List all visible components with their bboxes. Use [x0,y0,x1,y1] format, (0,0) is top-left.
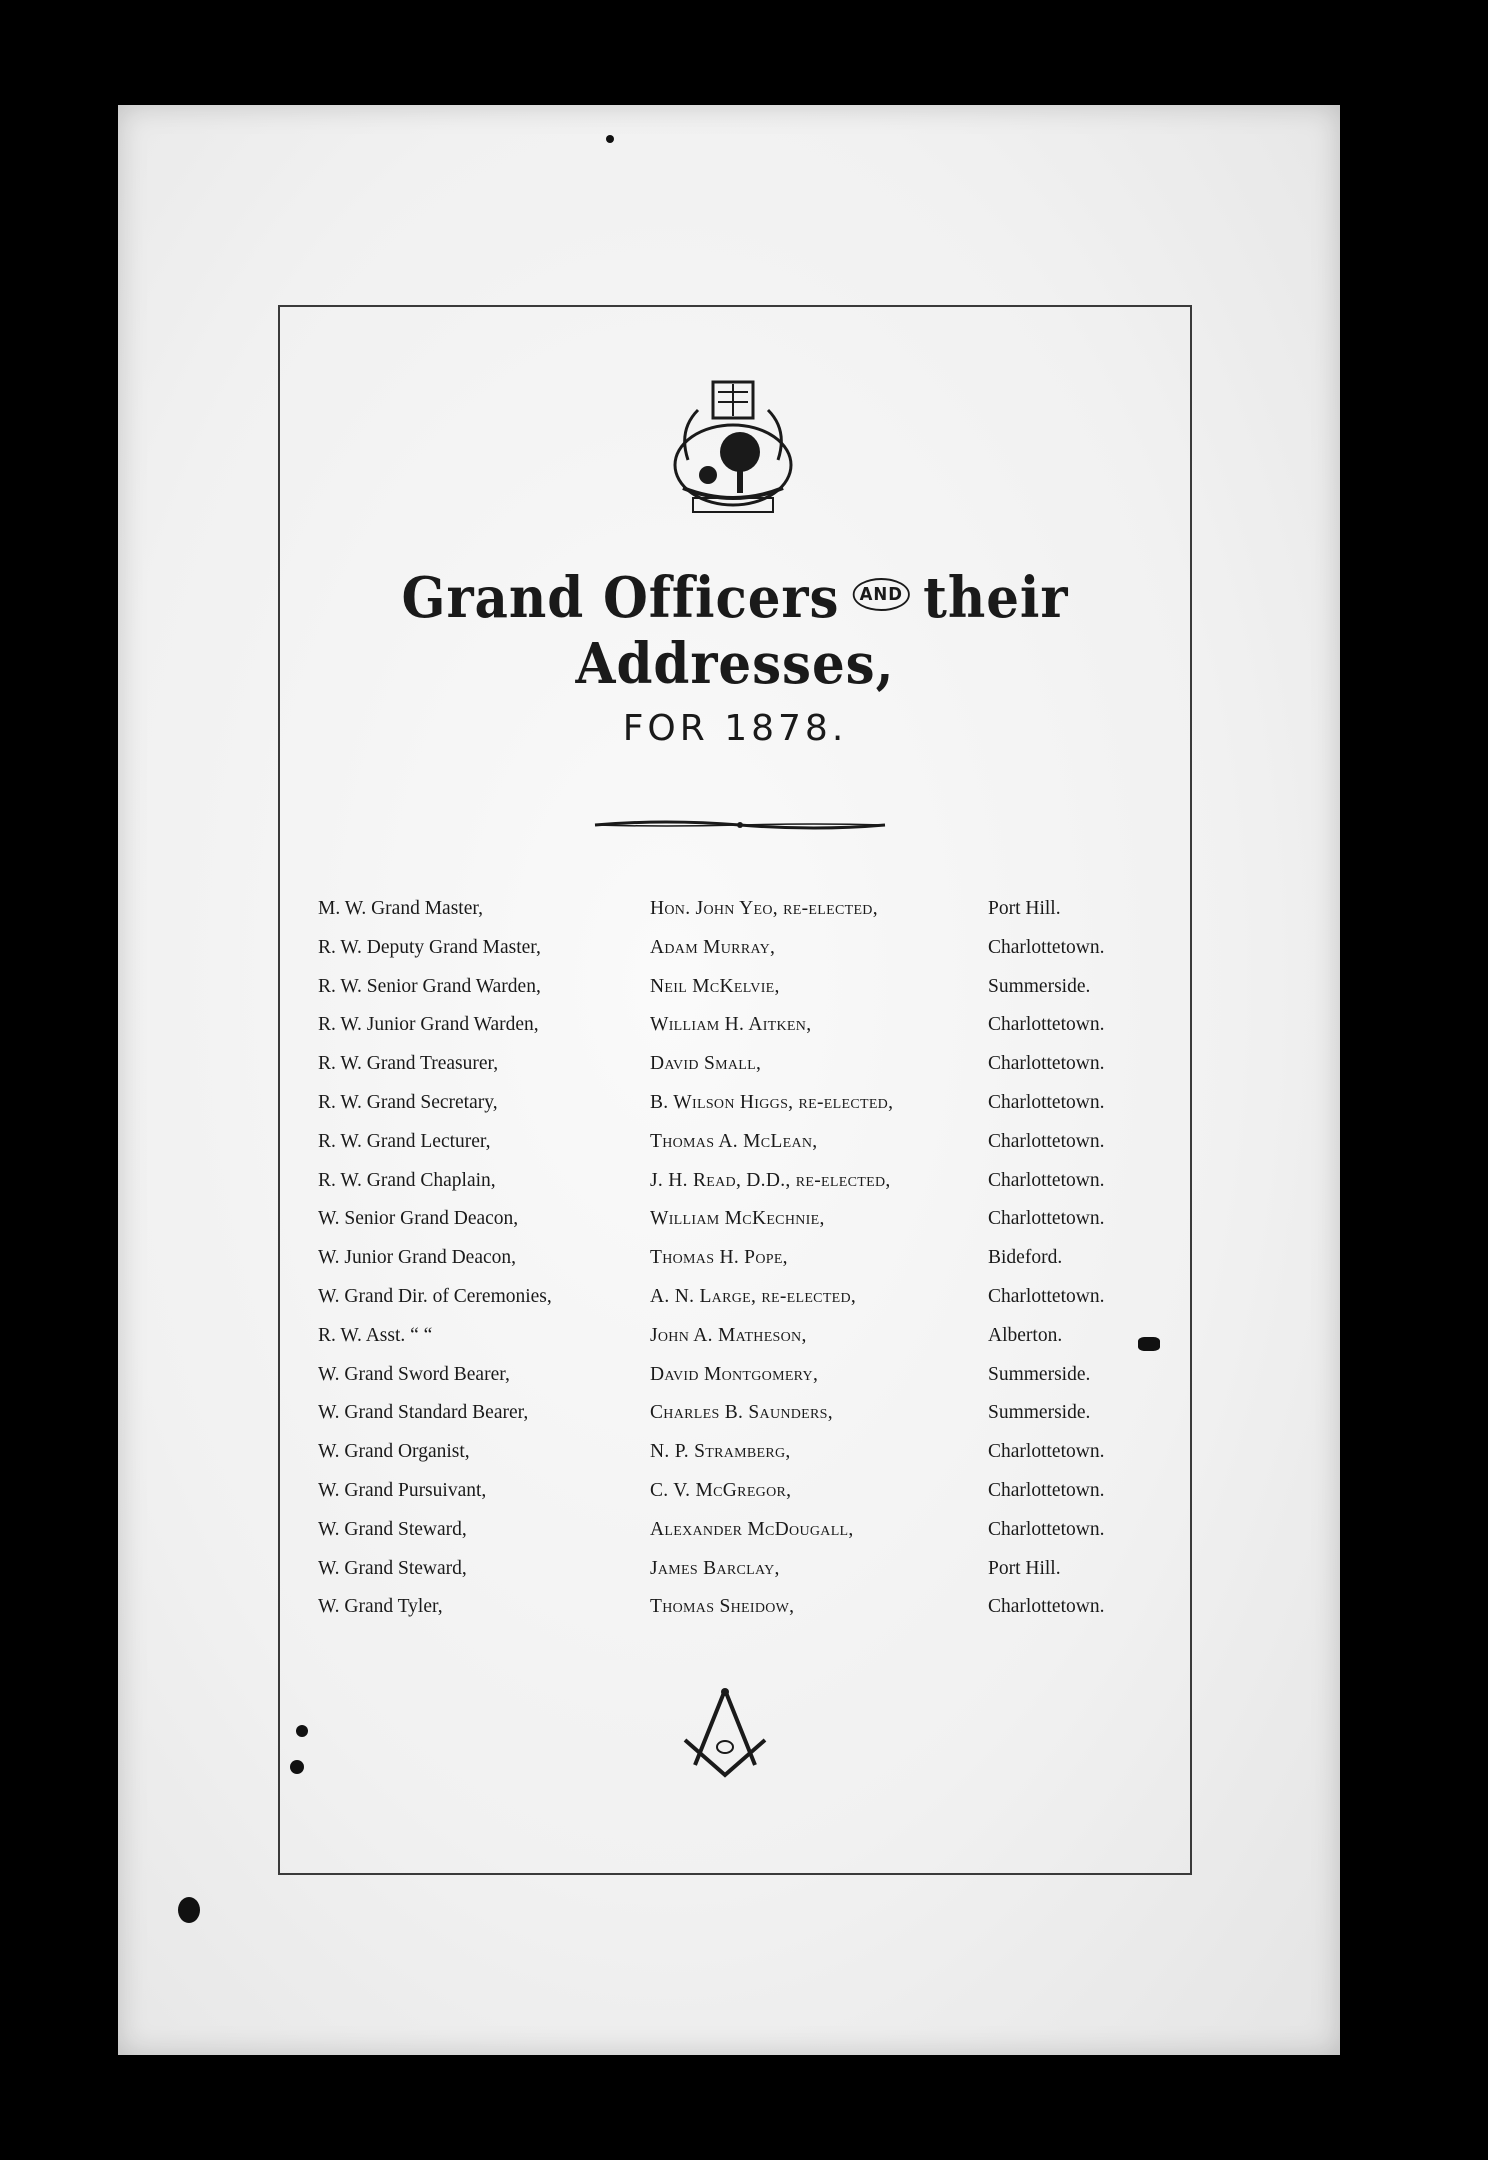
officer-address: Charlottetown. [988,1518,1105,1540]
officer-title: R. W. Grand Lecturer, [318,1130,491,1152]
officer-title: W. Grand Standard Bearer, [318,1402,529,1424]
officer-name: Hon. John Yeo, re-elected, [650,898,878,919]
officer-address: Summerside. [988,975,1091,997]
officer-row [318,890,1148,929]
officer-title: W. Grand Steward, [318,1557,467,1579]
and-badge: AND [852,578,910,611]
officer-title: W. Grand Tyler, [318,1596,443,1618]
officer-name: William H. Aitken, [650,1014,812,1036]
officer-address: Charlottetown. [988,1014,1105,1036]
officer-title: W. Grand Steward, [318,1518,467,1540]
officer-name: Thomas Sheidow, [650,1596,795,1618]
officer-title: W. Grand Pursuivant, [318,1479,487,1501]
officer-name: John A. Matheson, [650,1324,807,1346]
officer-row [318,968,1148,1007]
officer-row [318,1200,1148,1239]
officer-address: Charlottetown. [988,936,1105,958]
officer-row [318,1239,1148,1278]
officer-address: Bideford. [988,1247,1063,1269]
officer-row [318,1356,1148,1395]
officer-name: Charles B. Saunders, [650,1402,833,1424]
officer-title: W. Senior Grand Deacon, [318,1208,519,1230]
officers-list [318,890,1148,1627]
ornamental-divider [590,815,890,835]
officer-name: David Small, [650,1053,762,1075]
officer-row [318,1045,1148,1084]
officer-address: Summerside. [988,1363,1091,1385]
officer-row [318,1084,1148,1123]
officer-name: David Montgomery, [650,1363,819,1385]
officer-row [318,1123,1148,1162]
officer-row [318,1433,1148,1472]
officer-address: Charlottetown. [988,1208,1105,1230]
officer-row [318,1588,1148,1627]
officer-address: Charlottetown. [988,1169,1105,1191]
officer-address: Charlottetown. [988,1130,1105,1152]
officer-name: A. N. Large, re-elected, [650,1285,857,1307]
officer-title: R. W. Senior Grand Warden, [318,975,541,997]
officer-address: Charlottetown. [988,1596,1105,1618]
officer-name: C. V. McGregor, [650,1479,792,1501]
officer-name: Neil McKelvie, [650,975,780,997]
title-part-2: their Addresses, [575,565,1069,697]
officer-row [318,1394,1148,1433]
ink-speck [606,135,614,143]
square-and-compass-icon [680,1685,770,1780]
officer-name: J. H. Read, D.D., re-elected, [650,1169,891,1191]
officer-name: B. Wilson Higgs, re-elected, [650,1091,894,1113]
officer-row [318,1472,1148,1511]
officer-title: R. W. Grand Chaplain, [318,1169,496,1191]
officer-title: W. Junior Grand Deacon, [318,1247,517,1269]
ink-speck [178,1897,200,1923]
officer-row [318,1006,1148,1045]
officer-name: Alexander McDougall, [650,1518,854,1540]
officer-name: N. P. Stramberg, [650,1441,791,1463]
officer-address: Port Hill. [988,898,1061,919]
officer-name: Adam Murray, [650,936,776,958]
officer-row [318,1317,1148,1356]
officer-address: Charlottetown. [988,1285,1105,1307]
officer-name: William McKechnie, [650,1208,825,1230]
officer-title: M. W. Grand Master, [318,898,483,919]
officer-title: R. W. Grand Treasurer, [318,1053,499,1075]
officer-address: Summerside. [988,1402,1091,1424]
document-year: FOR 1878. [622,708,848,749]
officer-address: Charlottetown. [988,1091,1105,1113]
officer-title: R. W. Junior Grand Warden, [318,1014,539,1036]
officer-address: Charlottetown. [988,1479,1105,1501]
officer-address: Charlottetown. [988,1441,1105,1463]
officer-title: R. W. Deputy Grand Master, [318,936,541,958]
officer-address: Charlottetown. [988,1053,1105,1075]
officer-row [318,1511,1148,1550]
officer-name: Thomas A. McLean, [650,1130,818,1152]
officer-title: R. W. Grand Secretary, [318,1091,498,1113]
officer-title: R. W. Asst. “ “ [318,1324,433,1346]
coat-of-arms-emblem [658,370,808,530]
officer-row [318,929,1148,968]
officer-address: Port Hill. [988,1557,1061,1579]
officer-title: W. Grand Organist, [318,1441,470,1463]
officer-row [318,1278,1148,1317]
officer-row [318,1550,1148,1589]
officer-title: W. Grand Dir. of Ceremonies, [318,1285,552,1307]
title-part-1: Grand Officers [401,565,840,631]
officer-name: James Barclay, [650,1557,780,1579]
officer-name: Thomas H. Pope, [650,1247,788,1269]
officer-row [318,1162,1148,1201]
document-title [315,565,1156,697]
officer-title: W. Grand Sword Bearer, [318,1363,510,1385]
officer-address: Alberton. [988,1324,1063,1346]
